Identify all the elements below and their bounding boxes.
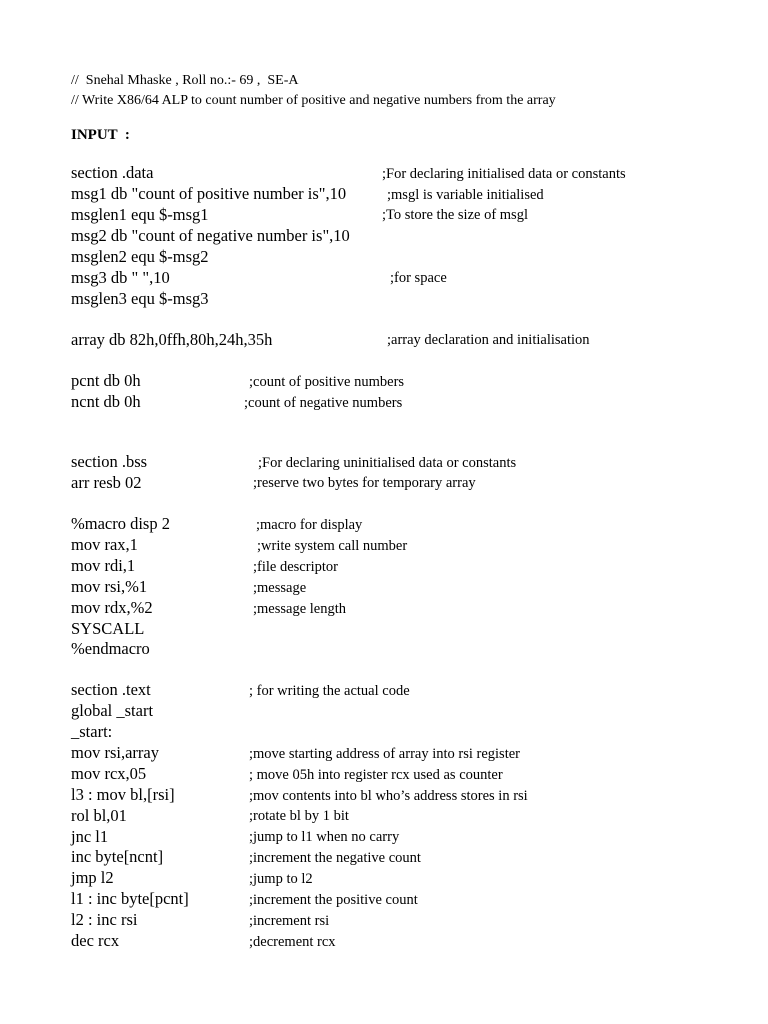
- code-comment: ;mov contents into bl who’s address stores in rsi: [249, 788, 528, 804]
- code-comment: ;increment the negative count: [249, 850, 421, 866]
- code-comment: ;for space: [390, 270, 447, 286]
- code-line: mov rdx,%2: [71, 598, 153, 617]
- code-comment: ;For declaring initialised data or constants: [382, 166, 626, 182]
- code-line: mov rsi,%1: [71, 577, 148, 596]
- task-line: // Write X86/64 ALP to count number of positive and negative numbers from the array: [71, 93, 556, 108]
- code-comment: ;To store the size of msgl: [382, 207, 528, 223]
- code-line: mov rdi,1: [71, 556, 136, 575]
- code-line: msglen3 equ $-msg3: [71, 289, 209, 308]
- code-line: msg1 db "count of positive number is",10: [71, 184, 347, 203]
- code-line: jnc l1: [71, 827, 109, 846]
- code-line: array db 82h,0ffh,80h,24h,35h: [71, 330, 273, 349]
- code-comment: ;reserve two bytes for temporary array: [253, 475, 476, 491]
- code-line: mov rcx,05: [71, 764, 147, 783]
- code-line: _start:: [71, 722, 113, 741]
- code-comment: ;jump to l2: [249, 871, 313, 887]
- code-line: global _start: [71, 701, 154, 720]
- code-line: inc byte[ncnt]: [71, 847, 164, 866]
- code-line: msglen2 equ $-msg2: [71, 247, 209, 266]
- code-line: dec rcx: [71, 931, 120, 950]
- code-line: l2 : inc rsi: [71, 910, 138, 929]
- code-comment: ;array declaration and initialisation: [387, 332, 590, 348]
- code-line: l3 : mov bl,[rsi]: [71, 785, 175, 804]
- code-comment: ;write system call number: [257, 538, 408, 554]
- code-line: msglen1 equ $-msg1: [71, 205, 209, 224]
- code-line: section .data: [71, 163, 154, 182]
- code-comment: ;For declaring uninitialised data or constants: [258, 455, 517, 471]
- code-comment: ;count of negative numbers: [244, 395, 403, 411]
- code-comment: ;macro for display: [256, 517, 363, 533]
- code-line: msg2 db "count of negative number is",10: [71, 226, 350, 245]
- code-line: %endmacro: [71, 639, 150, 658]
- code-line: l1 : inc byte[pcnt]: [71, 889, 189, 908]
- code-comment: ; move 05h into register rcx used as counter: [249, 767, 503, 783]
- code-comment: ;increment rsi: [249, 913, 330, 929]
- code-line: arr resb 02: [71, 473, 142, 492]
- code-comment: ; for writing the actual code: [249, 683, 410, 699]
- code-comment: ;rotate bl by 1 bit: [249, 808, 349, 824]
- code-line: mov rsi,array: [71, 743, 159, 762]
- code-comment: ;msgl is variable initialised: [387, 187, 544, 203]
- code-line: rol bl,01: [71, 806, 127, 825]
- code-line: ncnt db 0h: [71, 392, 141, 411]
- code-comment: ;file descriptor: [253, 559, 338, 575]
- code-line: SYSCALL: [71, 619, 145, 638]
- code-line: section .bss: [71, 452, 148, 471]
- code-line: %macro disp 2: [71, 514, 170, 533]
- code-line: jmp l2: [71, 868, 114, 887]
- code-comment: ;jump to l1 when no carry: [249, 829, 400, 845]
- code-comment: ;decrement rcx: [249, 934, 336, 950]
- code-comment: ;increment the positive count: [249, 892, 418, 908]
- author-line: // Snehal Mhaske , Roll no.:- 69 , SE-A: [71, 73, 299, 88]
- code-comment: ;move starting address of array into rsi register: [249, 746, 520, 762]
- code-comment: ;message length: [253, 601, 347, 617]
- code-comment: ;message: [253, 580, 307, 596]
- input-label: INPUT :: [71, 127, 130, 143]
- code-line: pcnt db 0h: [71, 371, 141, 390]
- code-line: mov rax,1: [71, 535, 138, 554]
- code-line: msg3 db " ",10: [71, 268, 170, 287]
- code-line: section .text: [71, 680, 151, 699]
- code-comment: ;count of positive numbers: [249, 374, 405, 390]
